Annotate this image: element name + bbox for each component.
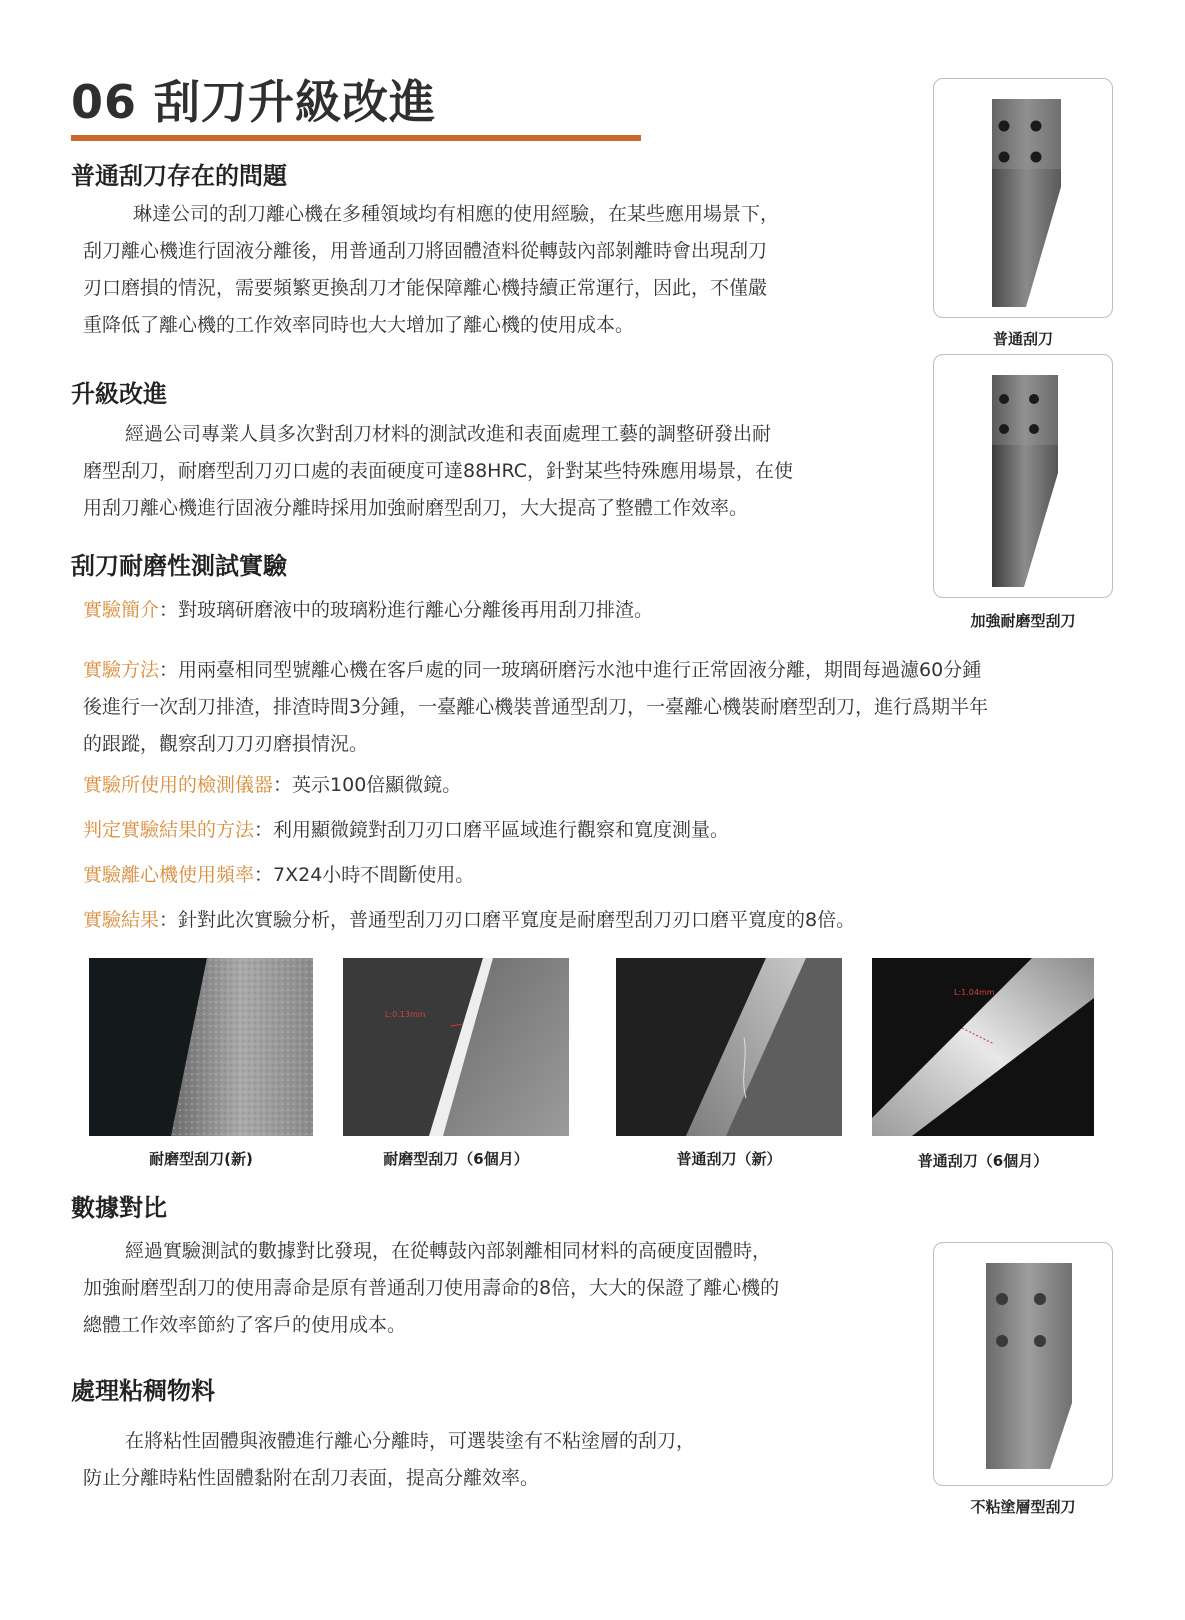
text-judge: ：利用顯微鏡對刮刀刃口磨平區域進行觀察和寬度測量。 xyxy=(254,819,730,841)
title-underline xyxy=(71,135,641,141)
paragraph-problem xyxy=(83,196,779,344)
micrograph-wear-6m xyxy=(343,958,569,1136)
text-line: 在將粘性固體與液體進行離心分離時，可選裝塗有不粘塗層的刮刀， xyxy=(125,1430,696,1452)
page-title: 06 刮刀升級改進 xyxy=(71,75,437,129)
text-line: 總體工作效率節約了客戶的使用成本。 xyxy=(83,1314,407,1336)
product-nonstick-scraper xyxy=(933,1242,1113,1486)
heading-experiment: 刮刀耐磨性測試實驗 xyxy=(71,552,287,580)
label-intro: 實驗簡介 xyxy=(83,599,160,621)
text-line: 刮刀離心機進行固液分離後，用普通刮刀將固體渣料從轉鼓內部剝離時會出現刮刀 xyxy=(83,240,768,262)
micrograph-normal-6m xyxy=(872,958,1094,1136)
product-normal-scraper xyxy=(933,78,1113,318)
measure-label: L:1.04mm xyxy=(954,988,995,997)
text-line: 防止分離時粘性固體黏附在刮刀表面，提高分離效率。 xyxy=(83,1467,540,1489)
text-instrument: ：英示100倍顯微鏡。 xyxy=(273,774,462,796)
label-frequency: 實驗離心機使用頻率 xyxy=(83,864,255,886)
caption-nonstick-scraper: 不粘塗層型刮刀 xyxy=(970,1498,1076,1516)
heading-compare: 數據對比 xyxy=(71,1194,167,1222)
micrograph-normal-new xyxy=(616,958,842,1136)
experiment-result xyxy=(83,902,855,939)
caption-wear-new: 耐磨型刮刀(新) xyxy=(149,1150,253,1168)
text-line: ：用兩臺相同型號離心機在客戶處的同一玻璃研磨污水池中進行正常固液分離，期間每過濾60分鍾 xyxy=(159,659,982,681)
label-method: 實驗方法 xyxy=(83,659,160,681)
text-intro: ：對玻璃研磨液中的玻璃粉進行離心分離後再用刮刀排渣。 xyxy=(159,599,654,621)
text-line: 後進行一次刮刀排渣，排渣時間3分鍾，一臺離心機裝普通型刮刀，一臺離心機裝耐磨型刮刀，進行爲期半年 xyxy=(83,696,989,718)
experiment-frequency xyxy=(83,857,474,894)
measure-label: L:0.13mm xyxy=(385,1010,426,1019)
text-line: 琳達公司的刮刀離心機在多種領域均有相應的使用經驗，在某些應用場景下， xyxy=(133,203,780,225)
label-instrument: 實驗所使用的檢測儀器 xyxy=(83,774,274,796)
heading-problem: 普通刮刀存在的問題 xyxy=(71,162,287,190)
heading-sticky: 處理粘稠物料 xyxy=(71,1377,215,1405)
paragraph-compare xyxy=(83,1233,779,1344)
text-line: 刃口磨損的情況，需要頻繁更換刮刀才能保障離心機持續正常運行，因此，不僅嚴 xyxy=(83,277,768,299)
text-line: 重降低了離心機的工作效率同時也大大增加了離心機的使用成本。 xyxy=(83,314,635,336)
heading-upgrade: 升級改進 xyxy=(71,380,167,408)
text-line: 加強耐磨型刮刀的使用壽命是原有普通刮刀使用壽命的8倍，大大的保證了離心機的 xyxy=(83,1277,780,1299)
caption-normal-scraper: 普通刮刀 xyxy=(992,330,1053,348)
text-result: ：針對此次實驗分析，普通型刮刀刃口磨平寬度是耐磨型刮刀刃口磨平寬度的8倍。 xyxy=(159,909,856,931)
text-line: 經過實驗測試的數據對比發現，在從轉鼓內部剝離相同材料的高硬度固體時， xyxy=(125,1240,772,1262)
paragraph-upgrade xyxy=(83,416,793,527)
text-line: 磨型刮刀，耐磨型刮刀刃口處的表面硬度可達88HRC，針對某些特殊應用場景，在使 xyxy=(83,460,793,482)
text-frequency: ：7X24小時不間斷使用。 xyxy=(254,864,475,886)
text-line: 用刮刀離心機進行固液分離時採用加強耐磨型刮刀，大大提高了整體工作效率。 xyxy=(83,497,749,519)
caption-normal-new: 普通刮刀（新） xyxy=(676,1150,782,1168)
text-line: 的跟蹤，觀察刮刀刀刃磨損情況。 xyxy=(83,733,369,755)
product-wear-scraper xyxy=(933,354,1113,598)
experiment-method xyxy=(83,652,1123,763)
caption-wear-scraper: 加強耐磨型刮刀 xyxy=(970,612,1076,630)
experiment-judge xyxy=(83,812,729,849)
label-result: 實驗結果 xyxy=(83,909,160,931)
experiment-instrument xyxy=(83,767,461,804)
experiment-intro xyxy=(83,592,653,629)
caption-normal-6m: 普通刮刀（6個月） xyxy=(917,1152,1049,1170)
label-judge: 判定實驗結果的方法 xyxy=(83,819,255,841)
caption-wear-6m: 耐磨型刮刀（6個月） xyxy=(383,1150,529,1168)
micrograph-wear-new xyxy=(89,958,313,1136)
text-line: 經過公司專業人員多次對刮刀材料的測試改進和表面處理工藝的調整研發出耐 xyxy=(125,423,772,445)
paragraph-sticky xyxy=(83,1423,695,1497)
